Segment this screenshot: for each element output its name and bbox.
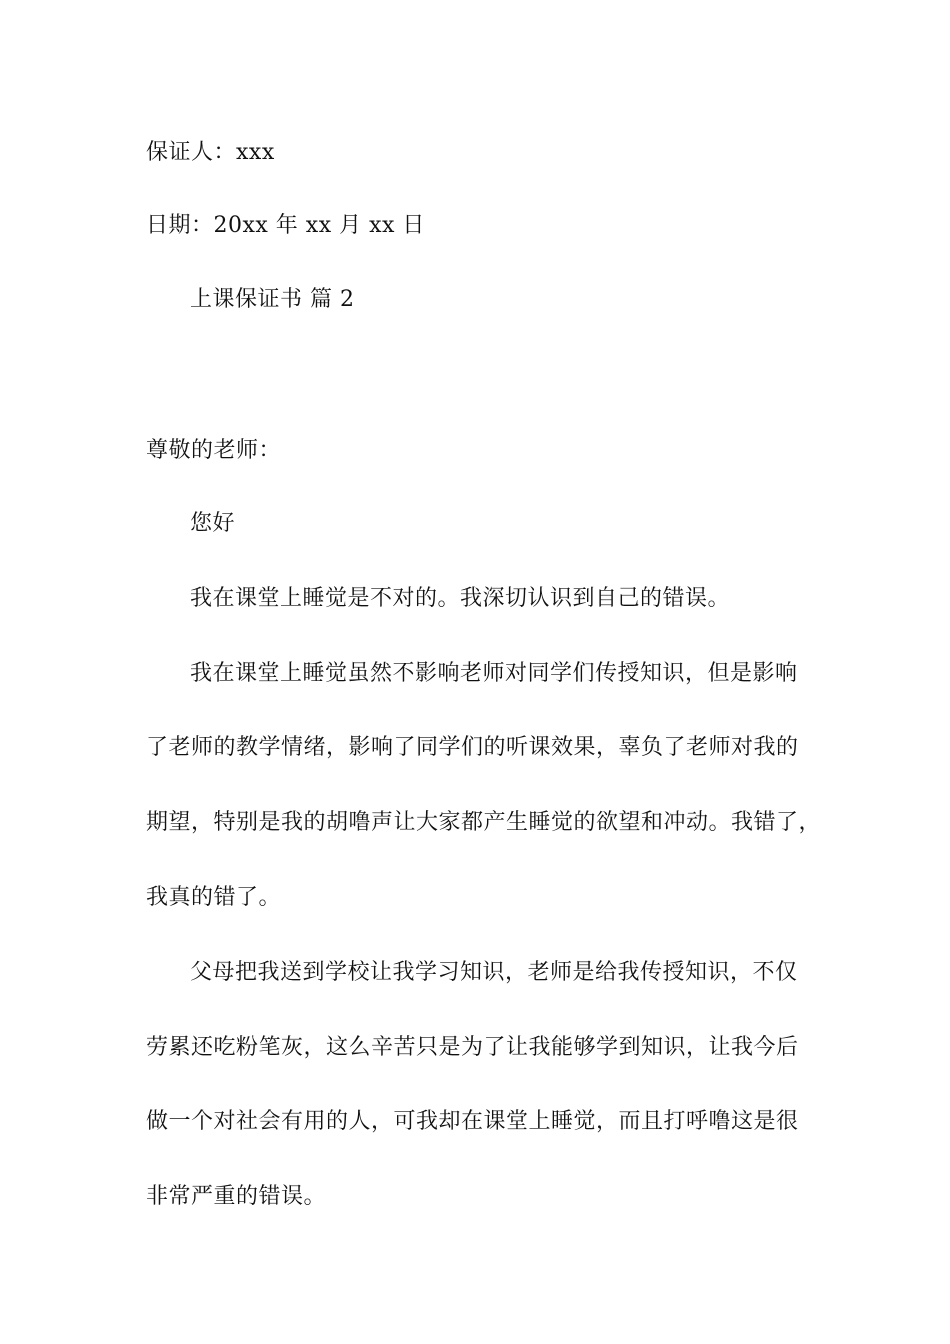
guarantor-line: 保证人：xxx xyxy=(146,140,275,165)
paragraph-1: 我在课堂上睡觉是不对的。我深切认识到自己的错误。 xyxy=(190,586,731,611)
date-line: 日期：20xx 年 xx 月 xx 日 xyxy=(146,213,425,238)
paragraph-2-line-1: 我在课堂上睡觉虽然不影响老师对同学们传授知识，但是影响 xyxy=(190,661,798,686)
paragraph-3-line-4: 非常严重的错误。 xyxy=(146,1184,327,1209)
paragraph-3-line-3: 做一个对社会有用的人，可我却在课堂上睡觉，而且打呼噜这是很 xyxy=(146,1109,799,1134)
section-title: 上课保证书 篇 2 xyxy=(190,287,355,312)
paragraph-3-line-1: 父母把我送到学校让我学习知识，老师是给我传授知识，不仅 xyxy=(190,960,798,985)
paragraph-2-line-4: 我真的错了。 xyxy=(146,885,282,910)
paragraph-3-line-2: 劳累还吃粉笔灰，这么辛苦只是为了让我能够学到知识，让我今后 xyxy=(146,1035,799,1060)
salutation: 尊敬的老师： xyxy=(146,438,282,463)
greeting: 您好 xyxy=(190,511,236,536)
paragraph-2-line-2: 了老师的教学情绪，影响了同学们的听课效果，辜负了老师对我的 xyxy=(146,735,799,760)
paragraph-2-line-3: 期望，特别是我的胡噜声让大家都产生睡觉的欲望和冲动。我错了， xyxy=(146,810,822,835)
